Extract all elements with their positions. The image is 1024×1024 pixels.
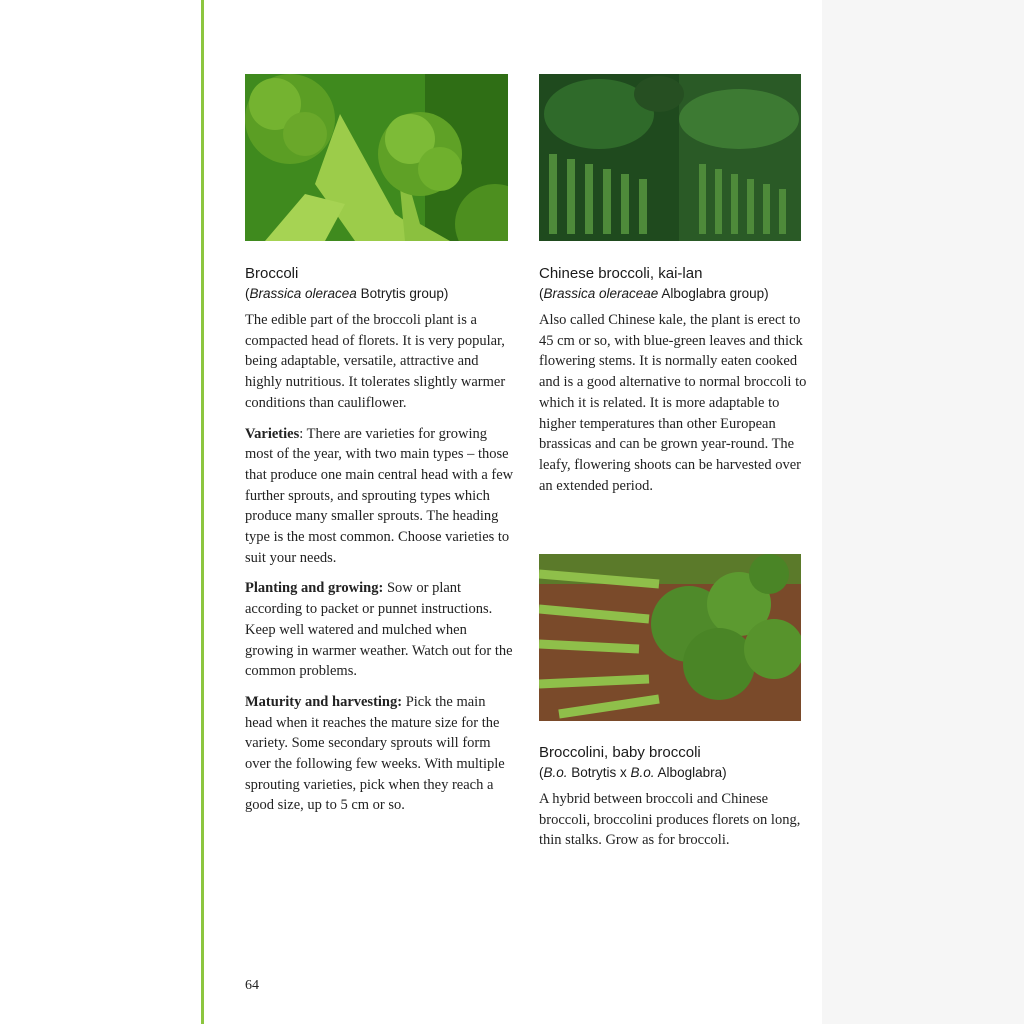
- broccoli-varieties: Varieties: There are varieties for growing most of the year, with two main types – those that produce one main central head with a few further sprouts, and sprouting types which produce many smaller sprouts. The heading type is the most common. Choose varieties to suit your needs.: [245, 425, 514, 566]
- broccoli-photo: [245, 74, 508, 241]
- broccoli-maturity: Maturity and harvesting: Pick the main head when it reaches the mature size for the variety. Some secondary sprouts will form over the following few weeks. With multiple sprouting varieties, pick when they reach a good size, up to 5 cm or so.: [245, 693, 505, 814]
- broccolini-photo: [539, 554, 801, 721]
- broccoli-section: [245, 263, 515, 826]
- chinese-broccoli-heading: Chinese broccoli, kai-lan: [539, 265, 703, 282]
- page-number: 64: [245, 978, 259, 993]
- broccoli-scientific-name: (Brassica oleracea Botrytis group): [245, 286, 449, 301]
- chinese-broccoli-scientific-name: (Brassica oleraceae Alboglabra group): [539, 286, 769, 301]
- broccolini-heading: Broccolini, baby broccoli: [539, 744, 701, 761]
- broccolini-text: A hybrid between broccoli and Chinese broccoli, broccolini produces florets on long, thin stalks. Grow as for broccoli.: [539, 791, 801, 849]
- chinese-broccoli-text: Also called Chinese kale, the plant is erect to 45 cm or so, with blue-green leaves and thick flowering stems. It is normally eaten cooked and is a good alternative to normal broccoli to which it is related. It is more adaptable to higher temperatures than other European brassicas and can be grown year-round. The leafy, flowering shoots can be harvested over an extended period.: [539, 312, 807, 494]
- broccoli-heading: Broccoli: [245, 265, 299, 282]
- green-margin-rule: [201, 0, 204, 1024]
- chinese-broccoli-section: [539, 263, 807, 506]
- chinese-broccoli-photo: [539, 74, 801, 241]
- broccoli-planting: Planting and growing: Sow or plant according to packet or punnet instructions. Keep well watered and mulched when growing in warmer weather. Watch out for the common problems.: [245, 580, 513, 680]
- broccoli-intro: The edible part of the broccoli plant is a compacted head of florets. It is very popular, being adaptable, versatile, attractive and highly nutritious. It tolerates slightly warmer conditions than cauliflower.: [245, 312, 506, 411]
- broccolini-section: [539, 742, 807, 861]
- broccolini-scientific-name: (B.o. Botrytis x B.o. Alboglabra): [539, 765, 727, 780]
- page-margin: [822, 0, 1024, 1024]
